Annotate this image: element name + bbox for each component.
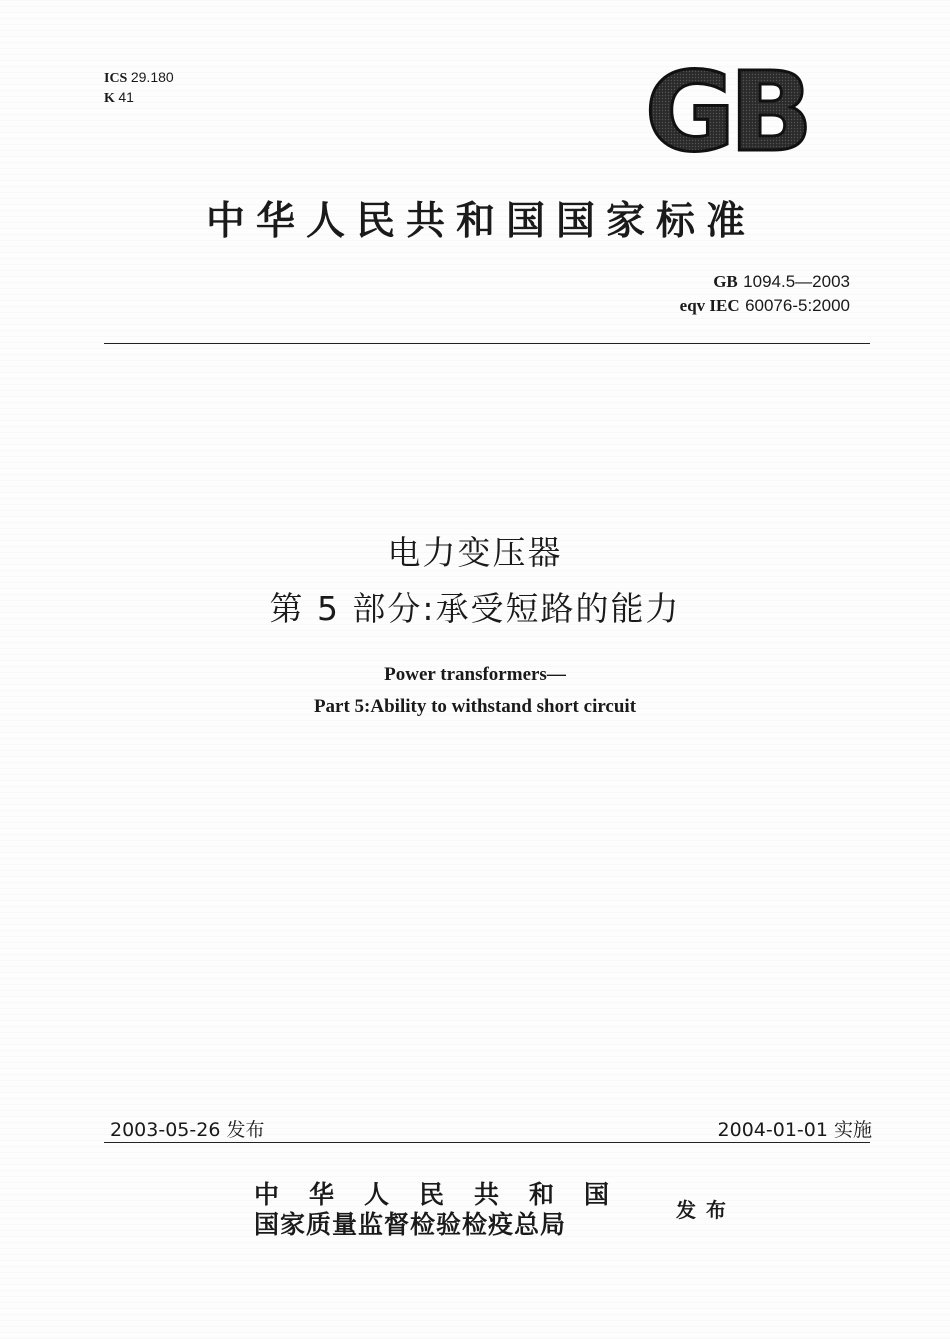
eqv-number: 60076-5:2000 — [745, 296, 850, 315]
gb-number: 1094.5—2003 — [743, 272, 850, 291]
eqv-label: eqv IEC — [679, 296, 740, 315]
classification-codes — [104, 68, 174, 108]
eqv-number-line — [680, 294, 850, 318]
issue-date: 2003-05-26 发布 — [110, 1119, 265, 1141]
gb-number-line — [680, 270, 850, 294]
english-title-line-2: Part 5:Ability to withstand short circuit — [313, 696, 637, 717]
bottom-divider — [104, 1142, 870, 1143]
standard-numbers — [680, 270, 850, 318]
gb-logo — [628, 58, 824, 158]
ics-label: ICS — [104, 71, 128, 86]
gb-label: GB — [713, 272, 738, 291]
ics-line — [104, 68, 174, 88]
publisher-line-1: 中华人民共和国 — [254, 1180, 640, 1209]
publish-label: 发布 — [676, 1198, 736, 1222]
ccs-code: 41 — [118, 89, 134, 105]
ccs-line — [104, 88, 174, 108]
implementation-date: 2004-01-01 实施 — [717, 1119, 872, 1141]
ics-code: 29.180 — [130, 69, 174, 85]
chinese-title-line-1: 电力变压器 — [387, 533, 563, 572]
national-standard-title: 中华人民共和国国家标准 — [205, 198, 756, 244]
chinese-title-line-2: 第 5 部分:承受短路的能力 — [269, 589, 681, 628]
top-divider — [104, 343, 870, 344]
ccs-label: K — [104, 91, 115, 106]
publisher-line-2: 国家质量监督检验检疫总局 — [254, 1210, 567, 1239]
english-title-line-1: Power transformers— — [384, 664, 566, 685]
gb-logo-text: GB — [644, 58, 808, 158]
publisher-block — [254, 1180, 654, 1240]
